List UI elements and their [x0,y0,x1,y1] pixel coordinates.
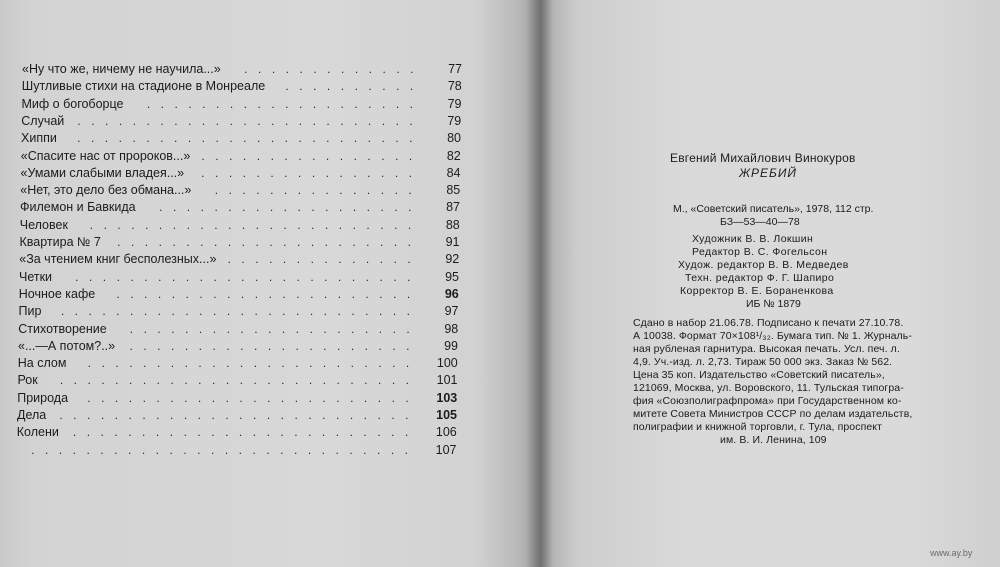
imprint-body-line: 121069, Москва, ул. Воровского, 11. Тульская типогра- [633,382,904,394]
credit-line: Техн. редактор Ф. Г. Шапиро [685,272,835,284]
toc-entry-title: На слом [17,356,67,371]
toc-leader-dots: ..................... [129,338,420,353]
toc-entry-page: 98 [444,321,459,336]
toc-leader-dots: ................ [201,165,423,180]
toc-entry-page: 79 [447,96,462,111]
toc-entry-page: 101 [436,373,458,388]
toc-entry-page: 88 [445,217,460,232]
toc-entry [17,407,457,423]
toc-entry-title: Рок [17,373,38,388]
toc-entry-title: «За чтением книг бесполезных...» [19,252,217,267]
toc-entry [20,217,460,233]
toc-entry-page: 85 [446,183,461,198]
imprint-body-line: митете Совета Министров СССР по делам издательств, [633,408,913,420]
toc-entry-title: Человек [19,217,68,232]
toc-entry-page: 97 [444,304,459,319]
imprint-body-line: им. В. И. Ленина, 109 [720,434,827,446]
toc-leader-dots: ................ [201,148,423,163]
toc-entry [18,321,458,337]
toc-entry-page: 106 [435,425,457,440]
imprint-page [540,0,1000,567]
toc-entry-page: 99 [444,338,458,353]
toc-entry-title: Филемон и Бавкида [20,200,136,215]
toc-entry-title: Шутливые стихи на стадионе в Монреале [21,79,266,94]
toc-entry-title: Дела [17,408,47,422]
toc-entry [18,338,458,354]
toc-entry-title: Природа [17,390,69,405]
toc-entry-page: 92 [445,252,460,267]
toc-entry-page: 82 [446,148,461,163]
toc-entry [21,113,461,129]
imprint-body-line: Цена 35 коп. Издательство «Советский писатель», [633,369,885,381]
toc-leader-dots: .......... [285,79,424,94]
toc-entry-page: 79 [447,113,462,128]
toc-leader-dots: ......................... [77,131,423,146]
toc-leader-dots: ..................... [129,321,421,336]
toc-leader-dots: .......................... [59,408,419,422]
toc-entry [22,78,462,94]
toc-entry [22,96,462,112]
toc-leader-dots: ...................... [117,235,422,249]
imprint-body-line: ная рубленая гарнитура. Высокая печать. Усл. печ. л. [633,343,900,355]
toc-leader-dots: ......................... [72,425,419,440]
toc-entry [21,130,461,146]
toc-leader-dots: ........................ [89,217,422,232]
imprint-body-line: фия «Союзполиграфпрома» при Государственном ко- [633,395,902,407]
credit-line: Редактор В. С. Фогельсон [692,246,828,258]
toc-leader-dots: ............................ [31,442,419,457]
toc-leader-dots: ............. [244,62,424,76]
toc-entry [19,303,459,319]
toc-entry-title: «Спасите нас от пророков...» [20,148,191,163]
toc-entry-page: 95 [445,269,459,284]
toc-leader-dots: .............. [227,252,422,267]
toc-entry-page: 91 [445,235,460,249]
toc-leader-dots: .................... [146,96,424,111]
toc-entry-title: «Умами слабыми владея...» [20,165,185,180]
toc-entry [19,286,459,302]
credit-line: Художник В. В. Локшин [692,233,814,245]
toc-entry [20,182,460,198]
toc-entry-page: 80 [447,131,461,146]
credit-line: Худож. редактор В. В. Медведев [678,259,849,271]
toc-entry-page: 78 [447,79,462,94]
toc-entry-page: 107 [435,442,457,457]
toc-entry [17,442,457,458]
author-name: Евгений Михайлович Винокуров [670,151,856,165]
toc-leader-dots: .......................... [59,373,420,388]
toc-entry-title: Стихотворение [18,321,107,336]
toc-entry-page: 100 [436,356,458,371]
toc-entry [17,424,457,440]
toc-entry-title: Случай [21,113,65,128]
toc-entry [21,148,461,164]
toc-entry [18,372,458,388]
toc-entry-title: «Нет, это дело без обмана...» [20,183,192,198]
toc-leader-dots: ............... [214,183,423,198]
toc-entry [19,251,459,267]
toc-leader-dots: ......................... [75,269,421,284]
publisher-line: М., «Советский писатель», 1978, 112 стр. [673,203,874,215]
toc-entry-title: «Ну что же, ничему не научила...» [22,62,221,76]
toc-leader-dots: ........................ [87,356,420,371]
toc-entry [17,390,457,406]
toc-entry-page: 105 [436,408,457,422]
toc-entry [21,165,461,181]
toc-entry-page: 77 [448,62,462,76]
book-title: ЖРЕБИЙ [739,166,797,180]
toc-leader-dots: ......................... [77,113,424,128]
imprint-body-line: А 10038. Формат 70×108¹/₃₂. Бумага тип. № 1. Журналь- [633,330,912,342]
toc-entry-page: 103 [436,390,458,405]
toc-entry-title: Квартира № 7 [19,235,101,249]
toc-leader-dots: ................... [159,200,422,215]
toc-entry-page: 87 [446,200,460,215]
imprint-body-line: Сдано в набор 21.06.78. Подписано к печати 27.10.78. [633,317,904,329]
ib-number: ИБ № 1879 [746,298,801,310]
catalog-code: БЗ—53—40—78 [720,216,800,228]
toc-entry-page: 96 [444,286,459,301]
toc-entry [20,234,460,250]
toc-entry [18,355,458,371]
toc-entry [20,199,460,215]
toc-entry-page: 84 [446,165,461,180]
toc-entry-title: «...—А потом?..» [18,338,116,353]
toc-entry-title: Ночное кафе [18,286,96,301]
credit-line: Корректор В. Е. Бораненкова [680,285,834,297]
toc-leader-dots: ...................... [116,286,421,301]
toc-entry-title: Четки [19,269,53,284]
toc-leader-dots: ........................ [87,390,420,405]
imprint-body-line: полиграфии и книжной торговли, г. Тула, проспект [633,421,883,433]
toc-entry [22,61,462,77]
toc-entry [19,269,459,285]
imprint-body-line: 4,9. Уч.-изд. л. 2,73. Тираж 50 000 экз. Заказ № 562. [633,356,893,368]
toc-entry-title: Пир [18,304,42,319]
toc-entry-title: Миф о богоборце [21,96,124,111]
toc-leader-dots: .......................... [60,304,421,319]
watermark: www.ay.by [930,548,973,558]
toc-entry-title: Хиппи [21,131,57,146]
toc-entry-title: Колени [16,425,59,440]
